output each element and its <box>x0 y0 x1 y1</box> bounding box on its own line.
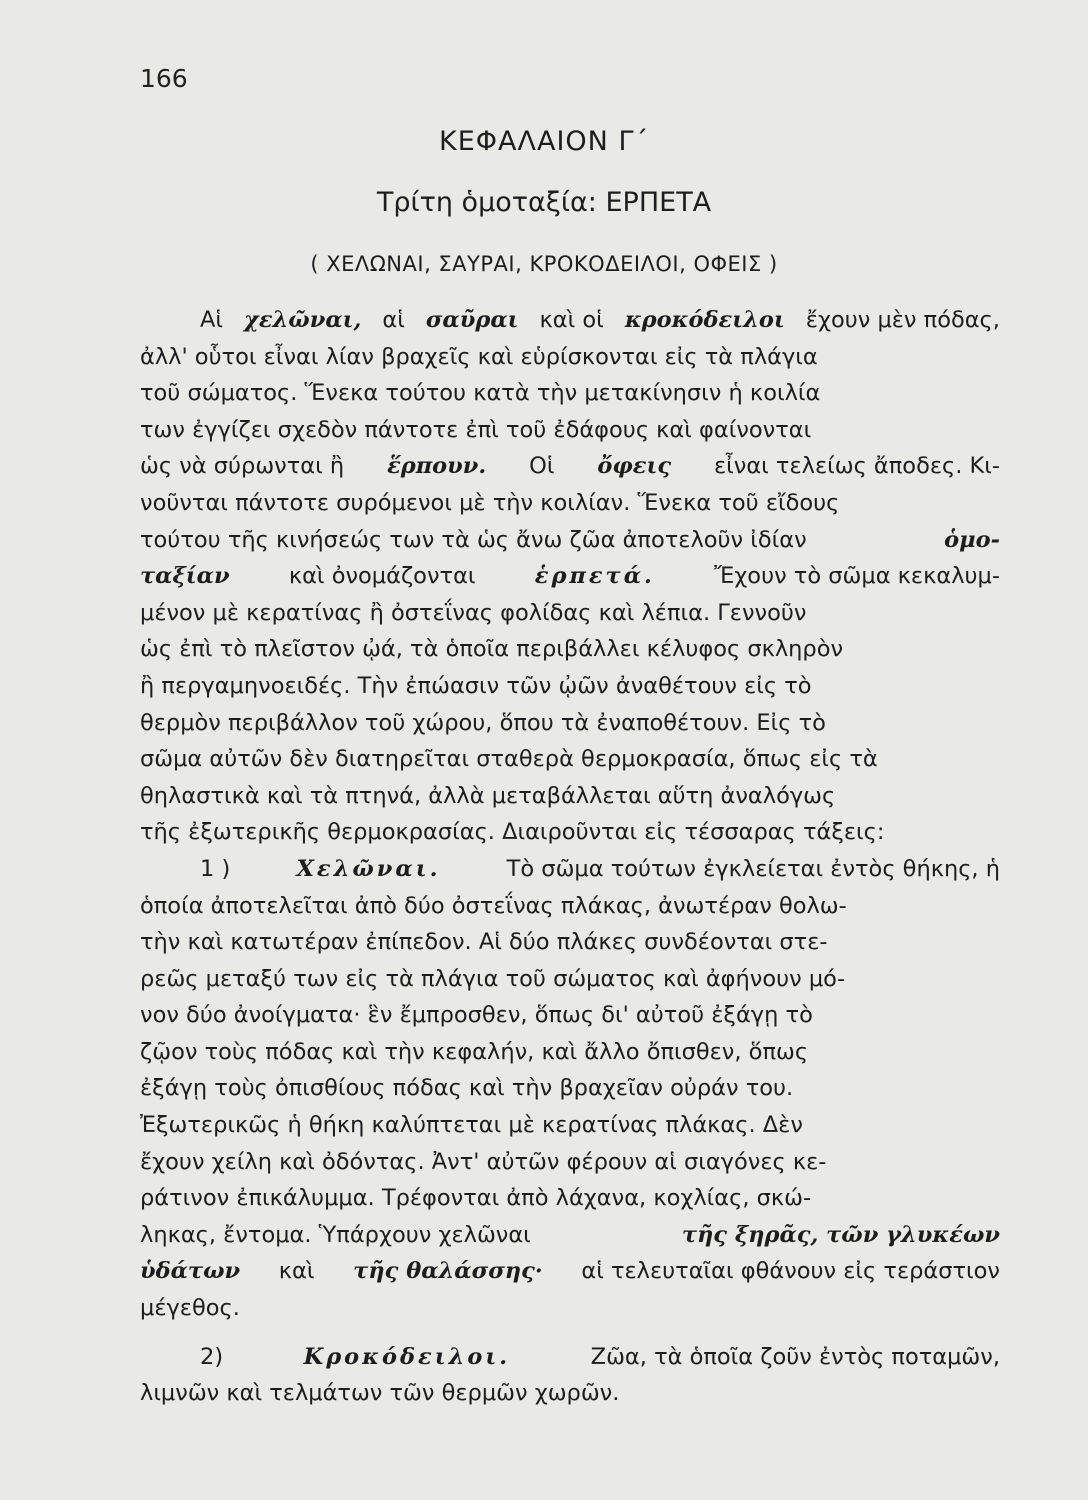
text-span: θερμὸν περιβάλλον τοῦ χώρου, ὅπου τὰ ἐναποθέτουν. Εἰς τὸ <box>140 709 826 736</box>
term-erpeta: ἑρπετά. <box>534 563 655 590</box>
body-text <box>140 302 1000 1412</box>
term-krokodeiloi: κροκόδειλοι <box>624 307 785 333</box>
text-line <box>140 741 1000 778</box>
text-span: Ἐξωτερικῶς ἡ θήκη καλύπτεται μὲ κερατίνας πλάκας. Δὲν <box>140 1112 803 1139</box>
text-line <box>140 375 1000 412</box>
text-span: νον δύο ἀνοίγματα· ἓν ἔμπροσθεν, ὅπως δι' αὐτοῦ ἐξάγῃ τὸ <box>140 1002 813 1029</box>
text-span: ληκας, ἔντομα. Ὑπάρχουν χελῶναι <box>140 1221 531 1248</box>
text-line <box>140 1070 1000 1107</box>
term-hydaton: ὑδάτων <box>140 1258 241 1285</box>
text-span: ζῷον τοὺς πόδας καὶ τὴν κεφαλήν, καὶ ἄλλο ὄπισθεν, ὅπως <box>140 1038 809 1065</box>
text-span: Τὸ σῶμα τούτων ἐγκλείεται ἐντὸς θήκης, ἡ <box>506 855 1000 882</box>
text-span: θηλαστικὰ καὶ τὰ πτηνά, ἀλλὰ μεταβάλλεται αὕτη ἀναλόγως <box>140 782 836 809</box>
text-span: σῶμα αὐτῶν δὲν διατηρεῖται σταθερὰ θερμοκρασία, ὅπως εἰς τὰ <box>140 746 878 773</box>
text-line <box>140 1217 1000 1254</box>
text-span: τούτου τῆς κινήσεώς των τὰ ὡς ἄνω ζῶα ἀποτελοῦν ἰδίαν <box>140 526 807 553</box>
text-span: ἔχουν μὲν πόδας, <box>805 307 1000 333</box>
text-line <box>140 961 1000 998</box>
text-line <box>140 595 1000 632</box>
term-opheis: ὄφεις <box>597 453 672 480</box>
term-saurai: σαῦραι <box>425 307 519 333</box>
text-line <box>140 1107 1000 1144</box>
text-span: μέγεθος. <box>140 1295 240 1322</box>
text-line <box>140 851 1000 888</box>
text-span: ρεῶς μεταξύ των εἰς τὰ πλάγια τοῦ σώματος καὶ ἀφήνουν μό- <box>140 965 846 992</box>
text-line <box>140 1339 1000 1376</box>
text-span: ἐξάγῃ τοὺς ὀπισθίους πόδας καὶ τὴν βραχεῖαν οὐράν του. <box>140 1075 794 1102</box>
text-line <box>140 1290 1000 1327</box>
term-thalasses: τῆς θαλάσσης· <box>353 1258 543 1285</box>
text-line <box>140 705 1000 742</box>
text-span: νοῦνται πάντοτε συρόμενοι μὲ τὴν κοιλίαν. Ἕνεκα τοῦ εἴδους <box>140 489 840 516</box>
text-line <box>140 1180 1000 1217</box>
text-span: τὴν καὶ κατωτέραν ἐπίπεδον. Αἱ δύο πλάκες συνδέονται στε- <box>140 929 828 956</box>
text-span: αἱ τελευταῖαι φθάνουν εἰς τεράστιον <box>581 1258 1000 1285</box>
text-span: καὶ ὀνομάζονται <box>288 563 476 590</box>
text-line <box>140 631 1000 668</box>
text-span: καὶ <box>278 1258 315 1285</box>
list-number: 2) <box>200 1343 224 1370</box>
text-line <box>140 339 1000 376</box>
term-homotaxia: ὁμο- <box>944 526 1000 553</box>
term-xeras-glykeon: τῆς ξηρᾶς, τῶν γλυκέων <box>681 1221 1000 1248</box>
text-span: των ἐγγίζει σχεδὸν πάντοτε ἐπὶ τοῦ ἐδάφους καὶ φαίνονται <box>140 416 812 443</box>
text-line <box>140 888 1000 925</box>
text-span: ἀλλ' οὗτοι εἶναι λίαν βραχεῖς καὶ εὑρίσκονται εἰς τὰ πλάγια <box>140 343 818 370</box>
text-line <box>140 558 1000 595</box>
text-line <box>140 997 1000 1034</box>
chapter-subtitle: Τρίτη ὁμοταξία: ΕΡΠΕΤΑ <box>376 187 712 218</box>
text-span: ἢ περγαμηνοειδές. Τὴν ἐπώασιν τῶν ᾠῶν ἀναθέτουν εἰς τὸ <box>140 672 812 699</box>
text-span: ὡς νὰ σύρωνται ἢ <box>140 453 345 480</box>
chapter-heading: ΚΕΦΑΛΑΙΟΝ Γ΄ <box>439 126 649 157</box>
text-span: Ζῶα, τὰ ὁποῖα ζοῦν ἐντὸς ποταμῶν, <box>590 1343 1000 1370</box>
text-span: μένον μὲ κερατίνας ἢ ὀστεΐνας φολίδας καὶ λέπια. Γεννοῦν <box>140 599 807 626</box>
text-line <box>140 924 1000 961</box>
text-line <box>140 814 1000 851</box>
text-line <box>140 522 1000 559</box>
text-line <box>140 668 1000 705</box>
text-span: Αἱ <box>200 307 224 333</box>
text-span: τοῦ σώματος. Ἕνεκα τούτου κατὰ τὴν μετακίνησιν ἡ κοιλία <box>140 380 821 407</box>
chapter-subheading: ( ΧΕΛΩΝΑΙ, ΣΑΥΡΑΙ, ΚΡΟΚΟΔΕΙΛΟΙ, ΟΦΕΙΣ ) <box>310 252 778 276</box>
text-line <box>140 1253 1000 1290</box>
term-chelonai-heading: Χελῶναι. <box>296 855 441 882</box>
term-krokodeiloi-heading: Κροκόδειλοι. <box>303 1343 511 1370</box>
text-line <box>140 1375 1000 1412</box>
text-line <box>140 448 1000 485</box>
text-span: ἔχουν χείλη καὶ ὀδόντας. Ἀντ' αὐτῶν φέρουν αἱ σιαγόνες κε- <box>140 1148 827 1175</box>
text-span: καὶ οἱ <box>539 307 604 333</box>
text-span: ράτινον ἐπικάλυμμα. Τρέφονται ἀπὸ λάχανα, κοχλίας, σκώ- <box>140 1185 812 1212</box>
text-span: εἶναι τελείως ἄποδες. Κι- <box>713 453 1000 480</box>
term-homotaxia-end: ταξίαν <box>140 563 230 590</box>
text-line <box>140 778 1000 815</box>
text-line <box>140 412 1000 449</box>
text-span: αἱ <box>382 307 405 333</box>
term-erpoun: ἕρπουν. <box>387 453 487 480</box>
text-span: ὁποία ἀποτελεῖται ἀπὸ δύο ὀστεΐνας πλάκας, ἀνωτέραν θολω- <box>140 892 847 919</box>
text-line <box>140 485 1000 522</box>
text-line <box>140 1144 1000 1181</box>
text-span: ὡς ἐπὶ τὸ πλεῖστον ᾠά, τὰ ὁποῖα περιβάλλει κέλυφος σκληρὸν <box>140 636 844 663</box>
text-span: λιμνῶν καὶ τελμάτων τῶν θερμῶν χωρῶν. <box>140 1380 620 1407</box>
term-chelonai: χελῶναι, <box>244 307 362 333</box>
list-number: 1 ) <box>200 855 231 882</box>
text-line <box>140 302 1000 339</box>
text-span: Οἱ <box>529 453 555 480</box>
page-number: 166 <box>140 64 188 93</box>
text-span: Ἔχουν τὸ σῶμα κεκαλυμ- <box>714 563 1000 590</box>
text-span: τῆς ἐξωτερικῆς θερμοκρασίας. Διαιροῦνται εἰς τέσσαρας τάξεις: <box>140 819 885 846</box>
text-line <box>140 1034 1000 1071</box>
